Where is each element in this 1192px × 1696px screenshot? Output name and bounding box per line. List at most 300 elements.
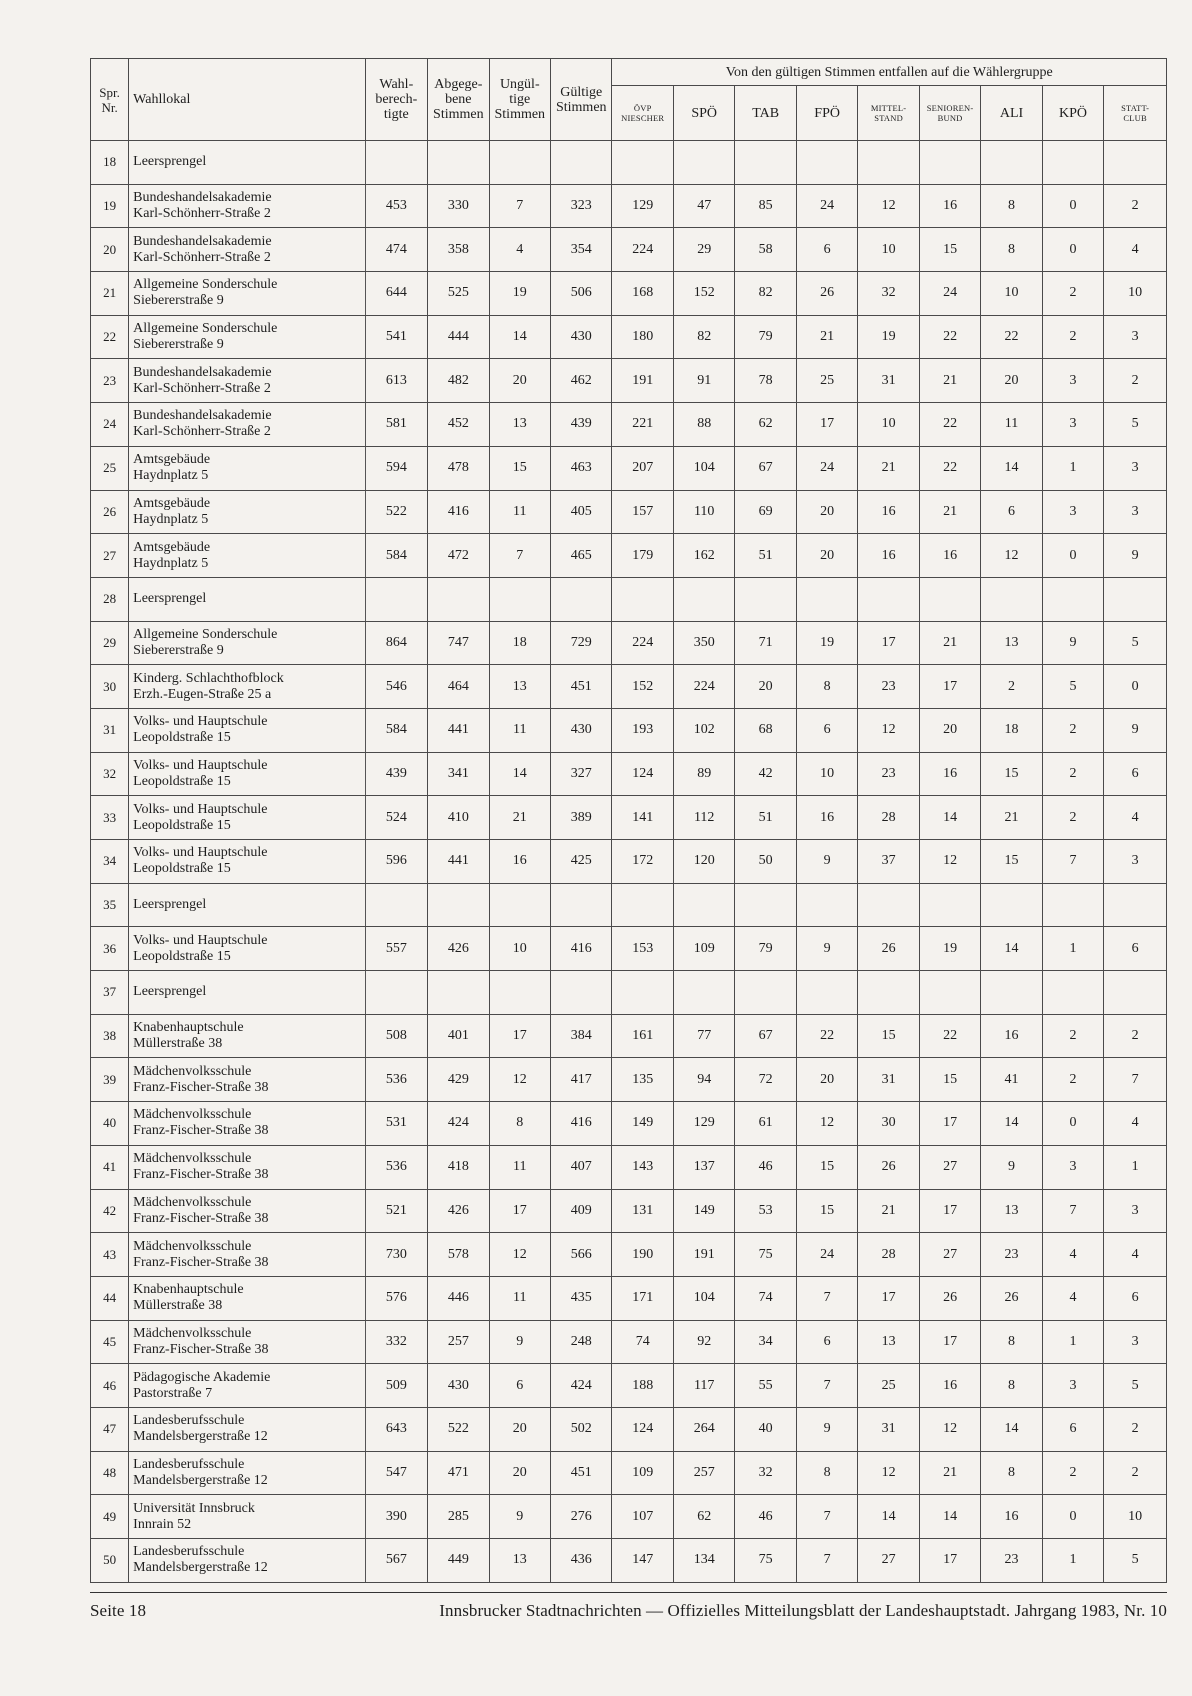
cell-value: 7 <box>796 1364 857 1408</box>
cell-value: 451 <box>551 1451 612 1495</box>
cell-value <box>919 971 980 1015</box>
cell-value: 149 <box>612 1102 673 1146</box>
cell-value <box>612 883 673 927</box>
cell-value: 143 <box>612 1145 673 1189</box>
cell-value: 14 <box>981 446 1042 490</box>
cell-value: 424 <box>428 1102 489 1146</box>
cell-value: 2 <box>1042 796 1103 840</box>
cell-value: 69 <box>735 490 796 534</box>
cell-value: 525 <box>428 272 489 316</box>
cell-value: 12 <box>981 534 1042 578</box>
cell-value: 10 <box>981 272 1042 316</box>
cell-wahllokal <box>129 752 365 796</box>
cell-value: 508 <box>365 1014 428 1058</box>
header-line: Stimmen <box>555 99 607 115</box>
cell-value: 20 <box>796 490 857 534</box>
cell-value: 7 <box>489 184 550 228</box>
cell-value <box>735 577 796 621</box>
cell-value: 24 <box>796 1233 857 1277</box>
cell-value <box>735 971 796 1015</box>
cell-value: 6 <box>796 708 857 752</box>
cell-value: 17 <box>858 621 919 665</box>
cell-value: 547 <box>365 1451 428 1495</box>
page-footer <box>90 1592 1167 1620</box>
cell-value: 32 <box>858 272 919 316</box>
cell-spr-nr: 29 <box>91 621 129 665</box>
cell-value: 0 <box>1042 1102 1103 1146</box>
cell-value: 17 <box>919 1539 980 1583</box>
cell-value: 17 <box>919 1189 980 1233</box>
table-row <box>91 1058 1167 1102</box>
table-row <box>91 1276 1167 1320</box>
cell-value: 10 <box>489 927 550 971</box>
cell-value: 14 <box>981 1407 1042 1451</box>
cell-value: 14 <box>919 1495 980 1539</box>
cell-value: 32 <box>735 1451 796 1495</box>
wahllokal-line: Knabenhauptschule <box>133 1282 244 1298</box>
cell-value: 109 <box>673 927 734 971</box>
cell-value: 67 <box>735 446 796 490</box>
cell-spr-nr: 31 <box>91 708 129 752</box>
header-line: bene <box>445 92 472 107</box>
cell-value <box>489 971 550 1015</box>
wahllokal-line: Volks- und Hauptschule <box>133 845 268 861</box>
table-row <box>91 490 1167 534</box>
header-party <box>673 86 734 141</box>
cell-value: 21 <box>919 359 980 403</box>
cell-value: 152 <box>612 665 673 709</box>
wahllokal-line: Haydnplatz 5 <box>133 511 209 527</box>
cell-wahllokal <box>129 228 365 272</box>
cell-value <box>365 971 428 1015</box>
wahllokal-line: Bundeshandelsakademie <box>133 233 272 249</box>
cell-wahllokal <box>129 1495 365 1539</box>
cell-value: 17 <box>796 403 857 447</box>
cell-value: 6 <box>489 1364 550 1408</box>
cell-value: 8 <box>796 1451 857 1495</box>
cell-value: 2 <box>1104 184 1167 228</box>
cell-value <box>735 141 796 185</box>
cell-value: 15 <box>981 840 1042 884</box>
wahllokal-line: Landesberufsschule <box>133 1456 245 1472</box>
cell-value: 190 <box>612 1233 673 1277</box>
table-row <box>91 1495 1167 1539</box>
party-label: MITTEL- <box>870 103 907 113</box>
wahllokal-line: Mädchenvolksschule <box>133 1325 252 1341</box>
cell-value: 117 <box>673 1364 734 1408</box>
cell-value: 16 <box>796 796 857 840</box>
wahllokal-line: Leopoldstraße 15 <box>133 817 231 833</box>
cell-value: 13 <box>981 1189 1042 1233</box>
cell-value: 644 <box>365 272 428 316</box>
cell-value: 62 <box>673 1495 734 1539</box>
cell-value <box>981 141 1042 185</box>
cell-value: 53 <box>735 1189 796 1233</box>
cell-value: 12 <box>919 1407 980 1451</box>
cell-value: 474 <box>365 228 428 272</box>
cell-value: 430 <box>551 315 612 359</box>
cell-value: 1 <box>1042 1320 1103 1364</box>
cell-value <box>919 883 980 927</box>
publication-line: Innsbrucker Stadtnachrichten — Offizielles Mitteilungsblatt der Landeshauptstadt. Jahrgang 1983, Nr. 10 <box>439 1601 1167 1620</box>
cell-value: 581 <box>365 403 428 447</box>
header-abgegebene <box>428 59 489 141</box>
cell-value: 25 <box>796 359 857 403</box>
cell-value <box>489 141 550 185</box>
cell-value: 17 <box>919 1320 980 1364</box>
cell-spr-nr: 36 <box>91 927 129 971</box>
cell-value <box>981 971 1042 1015</box>
table-row <box>91 1014 1167 1058</box>
header-gueltige <box>551 59 612 141</box>
cell-value: 9 <box>489 1320 550 1364</box>
cell-value <box>365 577 428 621</box>
cell-value: 425 <box>551 840 612 884</box>
wahllokal-line: Erzh.-Eugen-Straße 25 a <box>133 686 272 702</box>
cell-value: 509 <box>365 1364 428 1408</box>
cell-value: 462 <box>551 359 612 403</box>
cell-spr-nr: 32 <box>91 752 129 796</box>
cell-value: 594 <box>365 446 428 490</box>
cell-value: 26 <box>858 927 919 971</box>
cell-wahllokal <box>129 1233 365 1277</box>
wahllokal-line: Allgemeine Sonderschule <box>133 321 278 337</box>
cell-value: 42 <box>735 752 796 796</box>
table-row <box>91 840 1167 884</box>
cell-value: 3 <box>1042 1145 1103 1189</box>
cell-value <box>551 577 612 621</box>
cell-value: 152 <box>673 272 734 316</box>
cell-spr-nr: 49 <box>91 1495 129 1539</box>
cell-value: 2 <box>981 665 1042 709</box>
wahllokal-line: Pädagogische Akademie <box>133 1369 271 1385</box>
table-row <box>91 1320 1167 1364</box>
cell-value: 3 <box>1104 490 1167 534</box>
party-label: KPÖ <box>1058 105 1087 121</box>
cell-value: 1 <box>1042 927 1103 971</box>
cell-value: 28 <box>858 1233 919 1277</box>
cell-value: 23 <box>981 1233 1042 1277</box>
wahllokal-line: Franz-Fischer-Straße 38 <box>133 1123 269 1139</box>
cell-value: 9 <box>489 1495 550 1539</box>
cell-value: 2 <box>1104 1451 1167 1495</box>
cell-value: 453 <box>365 184 428 228</box>
cell-value <box>858 141 919 185</box>
cell-value: 13 <box>489 665 550 709</box>
cell-value: 5 <box>1104 1364 1167 1408</box>
cell-wahllokal <box>129 1451 365 1495</box>
cell-value: 224 <box>673 665 734 709</box>
cell-value: 4 <box>1104 796 1167 840</box>
cell-spr-nr: 41 <box>91 1145 129 1189</box>
cell-spr-nr: 43 <box>91 1233 129 1277</box>
cell-value: 2 <box>1104 1014 1167 1058</box>
cell-value <box>1104 971 1167 1015</box>
cell-value: 3 <box>1042 403 1103 447</box>
cell-wahllokal <box>129 577 365 621</box>
cell-value: 407 <box>551 1145 612 1189</box>
cell-value: 168 <box>612 272 673 316</box>
cell-value: 8 <box>981 1364 1042 1408</box>
cell-value: 180 <box>612 315 673 359</box>
cell-value <box>1042 883 1103 927</box>
cell-value: 416 <box>551 1102 612 1146</box>
cell-value: 6 <box>981 490 1042 534</box>
cell-value: 418 <box>428 1145 489 1189</box>
wahllokal-line: Knabenhauptschule <box>133 1020 244 1036</box>
cell-value: 21 <box>858 446 919 490</box>
cell-value <box>981 883 1042 927</box>
cell-spr-nr: 20 <box>91 228 129 272</box>
cell-value: 21 <box>489 796 550 840</box>
header-line: tigte <box>383 107 409 122</box>
cell-value: 463 <box>551 446 612 490</box>
cell-value: 129 <box>673 1102 734 1146</box>
cell-value: 472 <box>428 534 489 578</box>
cell-spr-nr: 26 <box>91 490 129 534</box>
wahllokal-line: Bundeshandelsakademie <box>133 408 272 424</box>
cell-value: 19 <box>796 621 857 665</box>
cell-value: 207 <box>612 446 673 490</box>
cell-value: 22 <box>919 403 980 447</box>
cell-value: 1 <box>1042 446 1103 490</box>
cell-value: 327 <box>551 752 612 796</box>
cell-value: 46 <box>735 1145 796 1189</box>
header-line: Stimmen <box>494 107 546 122</box>
wahllokal-line: Allgemeine Sonderschule <box>133 277 278 293</box>
cell-value: 89 <box>673 752 734 796</box>
cell-value: 112 <box>673 796 734 840</box>
cell-value <box>796 141 857 185</box>
cell-spr-nr: 33 <box>91 796 129 840</box>
cell-value: 24 <box>919 272 980 316</box>
cell-value: 193 <box>612 708 673 752</box>
cell-value: 4 <box>1104 1102 1167 1146</box>
cell-wahllokal <box>129 490 365 534</box>
cell-value: 31 <box>858 1058 919 1102</box>
cell-value: 104 <box>673 446 734 490</box>
cell-value: 584 <box>365 534 428 578</box>
header-line: tige <box>509 92 531 107</box>
cell-spr-nr: 22 <box>91 315 129 359</box>
cell-value: 257 <box>673 1451 734 1495</box>
cell-value: 157 <box>612 490 673 534</box>
header-party <box>735 86 796 141</box>
cell-value: 429 <box>428 1058 489 1102</box>
wahllokal-line: Pastorstraße 7 <box>133 1385 213 1401</box>
cell-value: 224 <box>612 621 673 665</box>
cell-value: 20 <box>919 708 980 752</box>
wahllokal-line: Karl-Schönherr-Straße 2 <box>133 424 271 440</box>
cell-value: 11 <box>489 1145 550 1189</box>
cell-value: 15 <box>919 228 980 272</box>
party-label: ÖVP <box>633 103 652 113</box>
cell-value: 430 <box>428 1364 489 1408</box>
cell-value: 21 <box>919 1451 980 1495</box>
cell-value: 22 <box>919 446 980 490</box>
wahllokal-line: Franz-Fischer-Straße 38 <box>133 1167 269 1183</box>
cell-value: 19 <box>489 272 550 316</box>
cell-value: 107 <box>612 1495 673 1539</box>
cell-value: 72 <box>735 1058 796 1102</box>
party-label-sub: NIESCHER <box>621 113 665 123</box>
cell-value: 522 <box>365 490 428 534</box>
wahllokal-line: Volks- und Hauptschule <box>133 801 268 817</box>
cell-value: 13 <box>858 1320 919 1364</box>
cell-spr-nr: 18 <box>91 141 129 185</box>
wahllokal-line: Leopoldstraße 15 <box>133 730 231 746</box>
cell-value: 557 <box>365 927 428 971</box>
cell-value: 17 <box>919 1102 980 1146</box>
cell-value: 21 <box>919 490 980 534</box>
cell-spr-nr: 42 <box>91 1189 129 1233</box>
cell-value: 6 <box>1104 752 1167 796</box>
wahllokal-line: Siebererstraße 9 <box>133 293 224 309</box>
table-row <box>91 883 1167 927</box>
cell-value: 0 <box>1042 228 1103 272</box>
cell-value: 439 <box>365 752 428 796</box>
cell-value: 390 <box>365 1495 428 1539</box>
wahllokal-line: Mandelsbergerstraße 12 <box>133 1472 268 1488</box>
cell-spr-nr: 35 <box>91 883 129 927</box>
cell-value: 16 <box>981 1495 1042 1539</box>
cell-value: 75 <box>735 1539 796 1583</box>
cell-value: 16 <box>858 534 919 578</box>
cell-value: 747 <box>428 621 489 665</box>
wahllokal-line: Siebererstraße 9 <box>133 337 224 353</box>
cell-value: 12 <box>489 1233 550 1277</box>
cell-value: 14 <box>489 315 550 359</box>
cell-value: 137 <box>673 1145 734 1189</box>
header-party <box>796 86 857 141</box>
cell-value: 9 <box>1104 534 1167 578</box>
table-row <box>91 665 1167 709</box>
cell-value: 449 <box>428 1539 489 1583</box>
cell-value: 74 <box>612 1320 673 1364</box>
cell-value: 94 <box>673 1058 734 1102</box>
cell-value: 7 <box>796 1276 857 1320</box>
wahllokal-line: Mädchenvolksschule <box>133 1063 252 1079</box>
cell-value: 524 <box>365 796 428 840</box>
cell-spr-nr: 38 <box>91 1014 129 1058</box>
cell-value: 576 <box>365 1276 428 1320</box>
cell-value: 541 <box>365 315 428 359</box>
cell-value: 55 <box>735 1364 796 1408</box>
cell-value: 1 <box>1104 1145 1167 1189</box>
wahllokal-line: Leersprengel <box>133 591 207 607</box>
table-row <box>91 971 1167 1015</box>
cell-value: 2 <box>1042 272 1103 316</box>
cell-spr-nr: 50 <box>91 1539 129 1583</box>
header-wahllokal: Wahllokal <box>129 59 365 141</box>
cell-value: 341 <box>428 752 489 796</box>
cell-value: 79 <box>735 927 796 971</box>
cell-value: 426 <box>428 927 489 971</box>
cell-value: 17 <box>489 1014 550 1058</box>
cell-value: 2 <box>1042 1451 1103 1495</box>
cell-value: 51 <box>735 534 796 578</box>
cell-value: 21 <box>858 1189 919 1233</box>
cell-value: 14 <box>919 796 980 840</box>
cell-value: 3 <box>1042 1364 1103 1408</box>
cell-value <box>858 971 919 1015</box>
cell-value: 26 <box>981 1276 1042 1320</box>
cell-value: 22 <box>919 315 980 359</box>
cell-value: 82 <box>735 272 796 316</box>
table-row <box>91 1451 1167 1495</box>
cell-value: 536 <box>365 1058 428 1102</box>
cell-value: 124 <box>612 752 673 796</box>
cell-value: 0 <box>1042 184 1103 228</box>
cell-value: 5 <box>1104 403 1167 447</box>
cell-wahllokal <box>129 1539 365 1583</box>
cell-wahllokal <box>129 534 365 578</box>
cell-value <box>428 577 489 621</box>
cell-value: 330 <box>428 184 489 228</box>
table-row <box>91 1233 1167 1277</box>
cell-value: 441 <box>428 840 489 884</box>
cell-value: 584 <box>365 708 428 752</box>
cell-value <box>1042 577 1103 621</box>
table-row <box>91 1539 1167 1583</box>
cell-wahllokal <box>129 1189 365 1233</box>
cell-spr-nr: 47 <box>91 1407 129 1451</box>
cell-value <box>673 971 734 1015</box>
cell-value: 9 <box>796 840 857 884</box>
table-row <box>91 621 1167 665</box>
cell-value: 40 <box>735 1407 796 1451</box>
cell-value: 19 <box>919 927 980 971</box>
cell-value: 3 <box>1104 446 1167 490</box>
wahllokal-line: Landesberufsschule <box>133 1544 245 1560</box>
cell-value: 67 <box>735 1014 796 1058</box>
cell-value: 452 <box>428 403 489 447</box>
table-row <box>91 141 1167 185</box>
cell-value: 15 <box>796 1145 857 1189</box>
cell-value: 11 <box>489 1276 550 1320</box>
table-body <box>91 141 1167 1583</box>
wahllokal-line: Bundeshandelsakademie <box>133 364 272 380</box>
cell-wahllokal <box>129 315 365 359</box>
cell-value: 536 <box>365 1145 428 1189</box>
header-line: berech- <box>375 92 418 107</box>
cell-value: 522 <box>428 1407 489 1451</box>
cell-value: 0 <box>1104 665 1167 709</box>
cell-value: 257 <box>428 1320 489 1364</box>
cell-value <box>551 141 612 185</box>
wahllokal-line: Leersprengel <box>133 984 207 1000</box>
header-party <box>1104 86 1167 141</box>
cell-value: 7 <box>796 1495 857 1539</box>
cell-value: 8 <box>489 1102 550 1146</box>
cell-wahllokal <box>129 403 365 447</box>
cell-value: 2 <box>1042 315 1103 359</box>
cell-value: 21 <box>796 315 857 359</box>
cell-value: 46 <box>735 1495 796 1539</box>
cell-value: 30 <box>858 1102 919 1146</box>
cell-value: 74 <box>735 1276 796 1320</box>
cell-value: 384 <box>551 1014 612 1058</box>
header-wahlberechtigte <box>365 59 428 141</box>
cell-value: 730 <box>365 1233 428 1277</box>
wahllokal-line: Haydnplatz 5 <box>133 555 209 571</box>
cell-value: 864 <box>365 621 428 665</box>
cell-value: 426 <box>428 1189 489 1233</box>
wahllokal-line: Haydnplatz 5 <box>133 468 209 484</box>
cell-value: 61 <box>735 1102 796 1146</box>
cell-value: 23 <box>858 752 919 796</box>
cell-wahllokal <box>129 1407 365 1451</box>
